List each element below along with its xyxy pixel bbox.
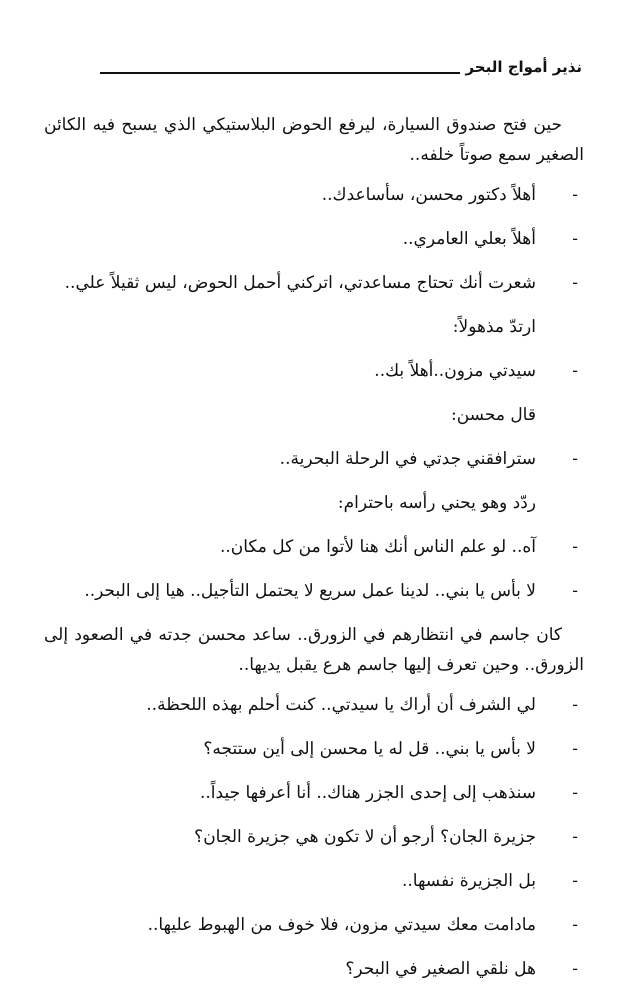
dialogue-line — [44, 866, 584, 896]
dialogue-text: مادامت معك سيدتي مزون، فلا خوف من الهبوط عليها.. — [147, 915, 536, 935]
dialogue-line — [44, 910, 584, 940]
dialogue-text: هل نلقي الصغير في البحر؟ — [345, 959, 536, 979]
dialogue-text: لا بأس يا بني.. قل له يا محسن إلى أين ستتجه؟ — [203, 739, 536, 759]
narration-line: قال محسن: — [451, 405, 536, 425]
dialogue-dash: - — [572, 361, 578, 381]
running-title: نذير أمواج البحر — [465, 58, 582, 76]
dialogue-text: آه.. لو علم الناس أنك هنا لأتوا من كل مكان.. — [219, 537, 536, 557]
dialogue-dash: - — [572, 959, 578, 979]
dialogue-dash: - — [572, 871, 578, 891]
dialogue-dash: - — [572, 827, 578, 847]
dialogue-dash: - — [572, 229, 578, 249]
header-rule — [100, 72, 460, 74]
dialogue-line — [44, 356, 584, 386]
dialogue-dash: - — [572, 185, 578, 205]
dialogue-text: لا بأس يا بني.. لدينا عمل سريع لا يحتمل التأجيل.. هيا إلى البحر.. — [84, 581, 536, 601]
dialogue-line — [44, 822, 584, 852]
dialogue-text: جزيرة الجان؟ أرجو أن لا تكون هي جزيرة الجان؟ — [194, 827, 536, 847]
dialogue-dash: - — [572, 915, 578, 935]
dialogue-dash: - — [572, 783, 578, 803]
running-header — [100, 58, 582, 92]
dialogue-line — [44, 954, 584, 984]
dialogue-line — [44, 734, 584, 764]
dialogue-line — [44, 224, 584, 254]
dialogue-text: سترافقني جدتي في الرحلة البحرية.. — [279, 449, 536, 469]
dialogue-text: بل الجزيرة نفسها.. — [401, 871, 536, 891]
dialogue-dash: - — [572, 273, 578, 293]
dialogue-line — [44, 180, 584, 210]
dialogue-dash: - — [572, 739, 578, 759]
dialogue-line — [44, 444, 584, 474]
narration-line: ارتدّ مذهولاً: — [452, 317, 536, 337]
dialogue-line — [44, 778, 584, 808]
dialogue-text: شعرت أنك تحتاج مساعدتي، اتركني أحمل الحوض، ليس ثقيلاً علي.. — [64, 273, 536, 293]
dialogue-text: سيدتي مزون..أهلاً بك.. — [374, 361, 536, 381]
dialogue-line — [44, 690, 584, 720]
dialogue-text: أهلاً بعلي العامري.. — [402, 229, 536, 249]
dialogue-text: أهلاً دكتور محسن، سأساعدك.. — [321, 185, 536, 205]
dialogue-dash: - — [572, 695, 578, 715]
dialogue-text: لي الشرف أن أراك يا سيدتي.. كنت أحلم بهذه اللحظة.. — [146, 695, 536, 715]
dialogue-dash: - — [572, 449, 578, 469]
dialogue-dash: - — [572, 537, 578, 557]
dialogue-line — [44, 268, 584, 298]
dialogue-line — [44, 532, 584, 562]
dialogue-dash: - — [572, 581, 578, 601]
dialogue-text: سنذهب إلى إحدى الجزر هناك.. أنا أعرفها جيداً.. — [200, 783, 536, 803]
body-text — [44, 110, 584, 998]
dialogue-line — [44, 576, 584, 606]
paragraph: حين فتح صندوق السيارة، ليرفع الحوض البلاستيكي الذي يسبح فيه الكائن الصغير سمع صوتاً خلفه.. — [44, 115, 584, 165]
paragraph: كان جاسم في انتظارهم في الزورق.. ساعد محسن جدته في الصعود إلى الزورق.. وحين تعرف إليها جاسم هرع يقبل يديها.. — [44, 625, 584, 675]
narration-line: ردّد وهو يحني رأسه باحترام: — [337, 493, 536, 513]
